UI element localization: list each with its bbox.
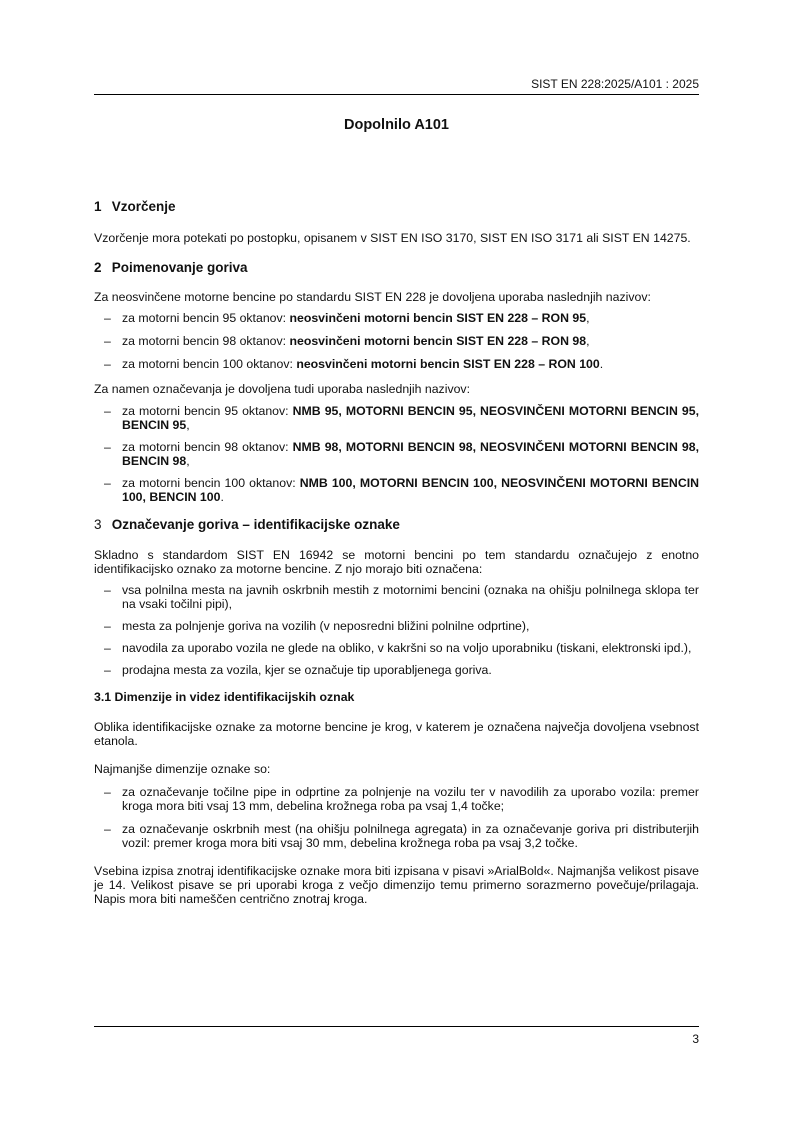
list-item (94, 619, 699, 633)
item-bold: NMB 95, MOTORNI BENCIN 95, NEOSVINČENI MOTORNI BENCIN 95, BENCIN 95 (122, 404, 699, 432)
document-code: SIST EN 228:2025/A101 : 2025 (531, 77, 699, 91)
item-end: . (599, 357, 604, 371)
section-number: 2 (94, 260, 102, 275)
dash-bullet: – (104, 334, 111, 348)
section-title: Poimenovanje goriva (111, 260, 248, 275)
list-item (94, 476, 699, 504)
dash-bullet: – (104, 785, 111, 799)
s2-list-2 (94, 404, 699, 504)
item-text: za motorni bencin 98 oktanov: (122, 440, 293, 454)
item-bold: neosvinčeni motorni bencin SIST EN 228 – RON 95 (289, 311, 587, 325)
item-bold: NMB 100, MOTORNI BENCIN 100, NEOSVINČENI MOTORNI BENCIN 100, BENCIN 100 (122, 476, 699, 504)
list-item (94, 641, 699, 655)
dash-bullet: – (104, 404, 111, 418)
s3-list (94, 583, 699, 677)
section-number: 3 (94, 517, 102, 532)
list-item (94, 785, 699, 813)
s2-intro-2: Za namen označevanja je dovoljena tudi uporaba naslednjih nazivov: (94, 382, 470, 396)
page-title: Dopolnilo A101 (344, 117, 449, 133)
dash-bullet: – (104, 619, 111, 633)
s31-paragraph-3: Vsebina izpisa znotraj identifikacijske oznake mora biti izpisana v pisavi »ArialBold«. Najmanjša velikost pisave je 14. Velikost pisave se pri uporabi kroga z večjo dimenzijo temu primerno sorazmerno povečuje/prilagaja. Napis mora biti nameščen centrično znotraj kroga. (94, 864, 699, 906)
dash-bullet: – (104, 357, 111, 371)
dash-bullet: – (104, 822, 111, 836)
item-text: navodila za uporabo vozila ne glede na obliko, v kakršni so na voljo uporabniku (tiskani, elektronski ipd.), (122, 641, 692, 655)
s2-intro-1: Za neosvinčene motorne bencine po standardu SIST EN 228 je dovoljena uporaba naslednjih nazivov: (94, 290, 651, 304)
list-item (94, 334, 699, 348)
dash-bullet: – (104, 663, 111, 677)
item-end: , (586, 334, 590, 348)
list-item (94, 440, 699, 468)
s31-paragraph-1: Oblika identifikacijske oznake za motorne bencine je krog, v katerem je označena največja dovoljena vsebnost etanola. (94, 720, 699, 748)
list-item (94, 404, 699, 432)
dash-bullet: – (104, 476, 111, 490)
s2-list-1 (94, 311, 699, 371)
item-text: za motorni bencin 95 oktanov: (122, 311, 290, 325)
s31-list (94, 785, 699, 850)
dash-bullet: – (104, 583, 111, 597)
dash-bullet: – (104, 641, 111, 655)
item-bold: neosvinčeni motorni bencin SIST EN 228 – RON 98 (289, 334, 587, 348)
item-text: mesta za polnjenje goriva na vozilih (v neposredni bližini polnilne odprtine), (122, 619, 530, 633)
section-1-heading (94, 198, 699, 215)
dash-bullet: – (104, 440, 111, 454)
section-title: Označevanje goriva – identifikacijske oznake (111, 517, 400, 532)
s31-paragraph-2: Najmanjše dimenzije oznake so: (94, 762, 271, 776)
section-2-heading (94, 259, 699, 276)
list-item (94, 583, 699, 611)
item-end: , (586, 311, 590, 325)
item-text: za motorni bencin 100 oktanov: (122, 357, 297, 371)
header-rule (94, 94, 699, 95)
item-end: , (186, 454, 190, 468)
item-text: za označevanje točilne pipe in odprtine za polnjenje na vozilu ter v navodilih za uporabo vozila: premer kroga mora biti vsaj 13 mm, debelina krožnega roba pa vsaj 1,4 točke; (122, 785, 699, 813)
item-end: , (186, 418, 190, 432)
item-text: za motorni bencin 100 oktanov: (122, 476, 300, 490)
s1-paragraph: Vzorčenje mora potekati po postopku, opisanem v SIST EN ISO 3170, SIST EN ISO 3171 ali SIST EN 14275. (94, 231, 691, 245)
list-item (94, 311, 699, 325)
list-item (94, 357, 699, 371)
item-bold: neosvinčeni motorni bencin SIST EN 228 – RON 100 (296, 357, 600, 371)
list-item (94, 663, 699, 677)
item-end: . (220, 490, 224, 504)
item-text: za motorni bencin 98 oktanov: (122, 334, 290, 348)
section-3-heading (94, 516, 699, 533)
item-text: vsa polnilna mesta na javnih oskrbnih mestih z motornimi bencini (oznaka na ohišju polnilnega sklopa ter na vsaki točilni pipi), (122, 583, 699, 611)
footer-rule (94, 1026, 699, 1027)
item-text: za označevanje oskrbnih mest (na ohišju polnilnega agregata) in za označevanje goriva pri distributerjih vozil: premer kroga mora biti vsaj 30 mm, debelina krožnega roba pa vsaj 3,2 točke. (122, 822, 699, 850)
item-text: za motorni bencin 95 oktanov: (122, 404, 293, 418)
s3-paragraph: Skladno s standardom SIST EN 16942 se motorni bencini po tem standardu označujejo z enotno identifikacijsko oznako za motorne bencine. Z njo morajo biti označena: (94, 548, 699, 576)
list-item (94, 822, 699, 850)
subsection-3-1-heading: 3.1 Dimenzije in videz identifikacijskih oznak (94, 690, 355, 704)
document-page (94, 0, 699, 1122)
item-bold: NMB 98, MOTORNI BENCIN 98, NEOSVINČENI MOTORNI BENCIN 98, BENCIN 98 (122, 440, 699, 468)
section-title: Vzorčenje (111, 199, 176, 214)
dash-bullet: – (104, 311, 111, 325)
page-number: 3 (692, 1032, 699, 1046)
content (94, 198, 699, 906)
section-number: 1 (94, 199, 102, 214)
item-text: prodajna mesta za vozila, kjer se označuje tip uporabljenega goriva. (122, 663, 492, 677)
